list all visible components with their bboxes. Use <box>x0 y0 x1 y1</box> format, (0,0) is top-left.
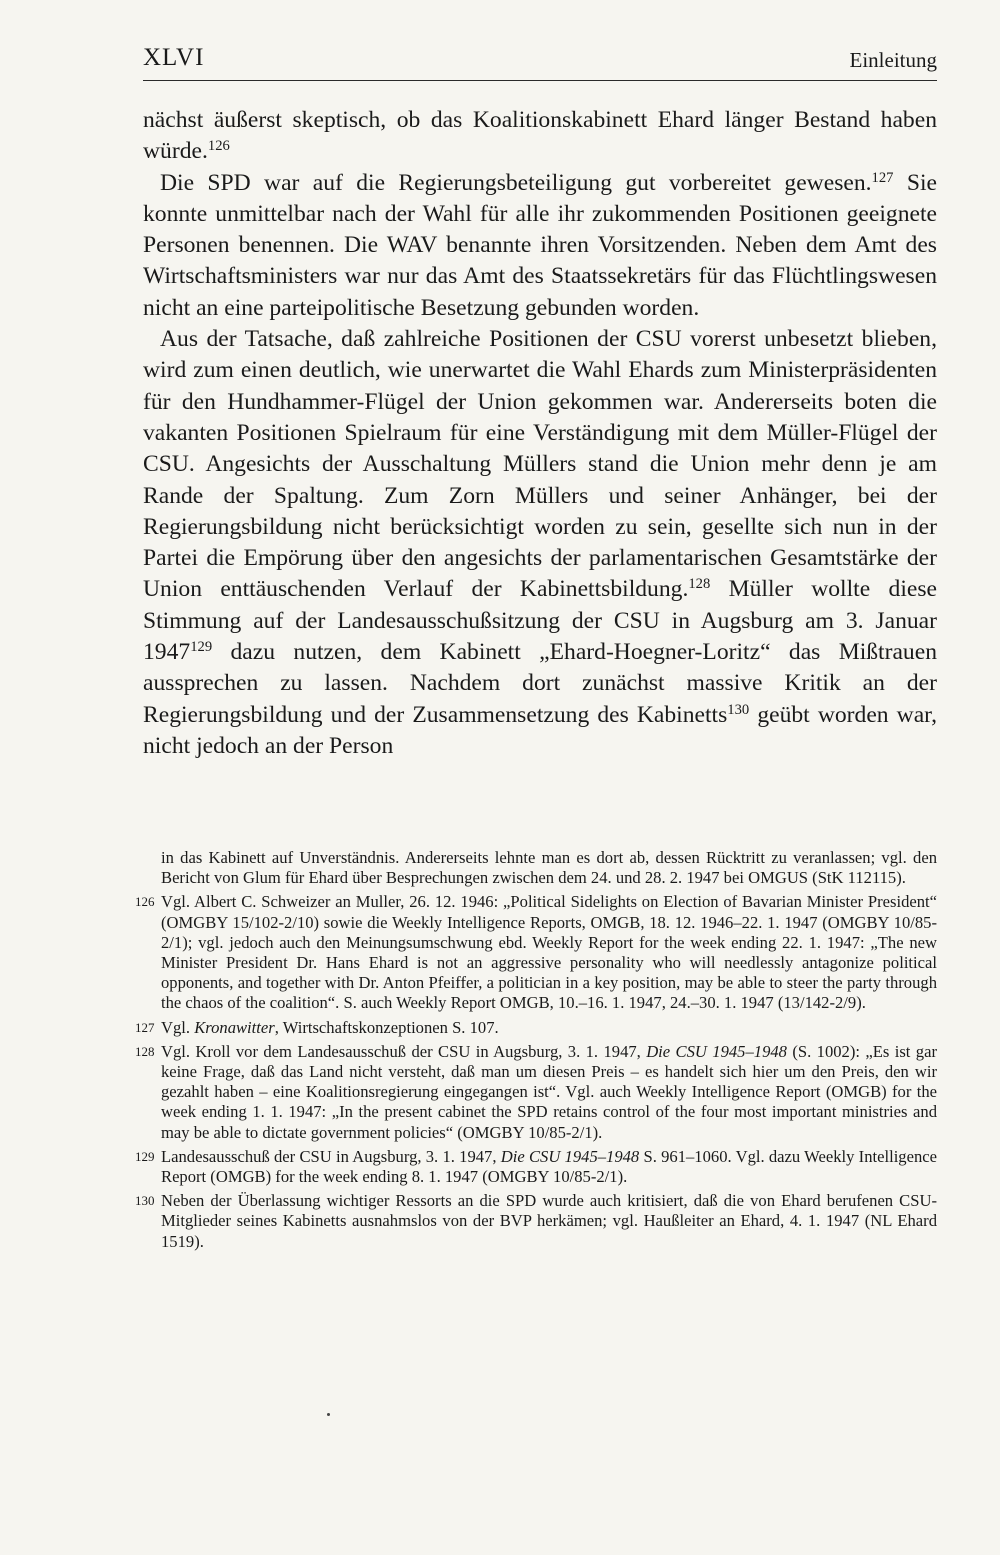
footnote-title: Die CSU 1945–1948 <box>500 1146 640 1166</box>
page-header <box>143 44 937 81</box>
footnote-author: Kronawitter <box>194 1017 275 1037</box>
paragraph-1-text: nächst äußerst skeptisch, ob das Koalitionskabinett Ehard länger Bestand haben würde. <box>143 107 937 165</box>
footnote-127 <box>135 1018 937 1038</box>
paragraph-3 <box>143 324 937 762</box>
footnotes <box>135 848 937 1256</box>
paragraph-3-text-b: Müller wollte diese Stimmung auf der Landesausschußsitzung der CSU in Augsburg am 3. Januar 1947 <box>143 576 937 666</box>
paragraph-1 <box>143 105 937 168</box>
footnote-title: Die CSU 1945–1948 <box>646 1041 787 1061</box>
footnote-text-pre: Vgl. <box>161 1017 195 1037</box>
paragraph-2-text-b: Sie konnte unmittelbar nach der Wahl für alle ihr zukommenden Positionen geeignete Personen benennen. Die WAV benannte ihren Vorsitzenden. Neben dem Amt des Wirtschaftsministers war nur das Amt des Staatssekretärs für das Flüchtlingswesen nicht an eine parteipolitische Besetzung gebunden worden. <box>143 169 937 321</box>
footnote-number: 127 <box>135 1019 155 1035</box>
footnote-text: S. 961–1060. Vgl. dazu Weekly Intelligence Report (OMGB) for the week ending 8. 1. 1947 (OMGBY 10/85-2/1). <box>161 1146 937 1187</box>
footnote-128 <box>135 1042 937 1143</box>
footnote-number: 128 <box>135 1043 155 1059</box>
footnote-text-pre: Vgl. Kroll vor dem Landesausschuß der CSU in Augsburg, 3. 1. 1947, <box>161 1041 647 1061</box>
footnote-ref-126: 126 <box>207 138 230 155</box>
footnote-ref-128: 128 <box>688 576 711 593</box>
paragraph-3-text-a: Aus der Tatsache, daß zahlreiche Positionen der CSU vorerst unbesetzt blieben, wird zum einen deutlich, wie unerwartet die Wahl Ehards zum Ministerpräsidenten für den Hundhammer-Flügel der Union gekommen war. Andererseits boten die vakanten Positionen Spielraum für eine Verständigung mit dem Müller-Flügel der CSU. Angesichts der Ausschaltung Müllers stand die Union mehr denn je am Rande der Spaltung. Zum Zorn Müllers und seiner Anhänger, bei der Regierungsbildung nicht berücksichtigt worden zu sein, gesellte sich nun in der Partei die Empörung über den angesichts der parlamentarischen Gesamtstärke der Union enttäuschenden Verlauf der Kabinettsbildung. <box>143 326 937 603</box>
footnote-text: , Wirtschaftskonzeptionen S. 107. <box>274 1017 499 1037</box>
footnote-ref-130: 130 <box>727 701 750 718</box>
paragraph-2-text-a: Die SPD war auf die Regierungsbeteiligung gut vorbereitet gewesen. <box>160 169 872 196</box>
footnote-ref-129: 129 <box>190 639 213 655</box>
footnote-text: (S. 1002): „Es ist gar keine Frage, daß das Land nicht versteht, daß man um diesen Preis – es handelt sich hier um den Preis, den wir gezahlt haben – eine Koalitionsregierung eingegangen ist“. Vgl. auch Weekly Intelligence Report (OMGB) for the week ending 1. 1. 1947: „In the present cabinet the SPD retains control of the four most important ministries and may be able to dictate government policies“ (OMGBY 10/85-2/1). <box>161 1041 937 1142</box>
paragraph-2 <box>143 168 937 324</box>
paper-speck <box>327 1413 330 1416</box>
footnote-text: Vgl. Albert C. Schweizer an Muller, 26. 12. 1946: „Political Sidelights on Election of Bavarian Minister President“ (OMGBY 15/102-2/10) sowie die Weekly Intelligence Reports, OMGB, 18. 12. 1946–22. 1. 1947 (OMGBY 10/85-2/1); vgl. jedoch auch den Meinungsumschwung ebd. Weekly Report for the week ending 22. 1. 1947: „The new Minister President Dr. Hans Ehard is not an aggressive personality who will needlessly antagonize political opponents, and together with Dr. Anton Pfeiffer, a politician in a key position, may be able to steer the party through the chaos of the coalition“. S. auch Weekly Report OMGB, 10.–16. 1. 1947, 24.–30. 1. 1947 (13/142-2/9). <box>161 892 937 1013</box>
running-head: Einleitung <box>849 48 937 72</box>
paragraph-3-text-d: geübt worden war, nicht jedoch an der Person <box>143 701 937 759</box>
footnote-number: 130 <box>135 1193 155 1209</box>
footnote-text-pre: Landesausschuß der CSU in Augsburg, 3. 1. 1947, <box>161 1146 501 1166</box>
footnote-text: Neben der Überlassung wichtiger Ressorts an die SPD wurde auch kritisiert, daß die von Ehard berufenen CSU-Mitglieder seines Kabinetts ausnahmslos von der BVP herkämen; vgl. Haußleiter an Ehard, 4. 1. 1947 (NL Ehard 1519). <box>161 1191 937 1251</box>
footnote-130 <box>135 1191 937 1252</box>
page-number: XLVI <box>143 44 205 71</box>
main-text <box>143 105 937 762</box>
footnote-129 <box>135 1147 937 1187</box>
paragraph-3-text-c: dazu nutzen, dem Kabinett „Ehard-Hoegner-Loritz“ das Mißtrauen aussprechen zu lassen. Nachdem dort zunächst massive Kritik an der Regierungsbildung und der Zusammensetzung des Kabinetts <box>143 639 937 728</box>
footnote-number: 129 <box>135 1148 155 1164</box>
footnote-continuation: in das Kabinett auf Unverständnis. Andererseits lehnte man es dort ab, dessen Rücktritt zu veranlassen; vgl. den Bericht von Glum für Ehard über Besprechungen zwischen dem 24. und 28. 2. 1947 bei OMGUS (StK 112115). <box>161 848 937 888</box>
footnote-number: 126 <box>135 894 155 910</box>
footnote-126 <box>135 892 937 1013</box>
footnote-ref-127: 127 <box>871 169 894 186</box>
